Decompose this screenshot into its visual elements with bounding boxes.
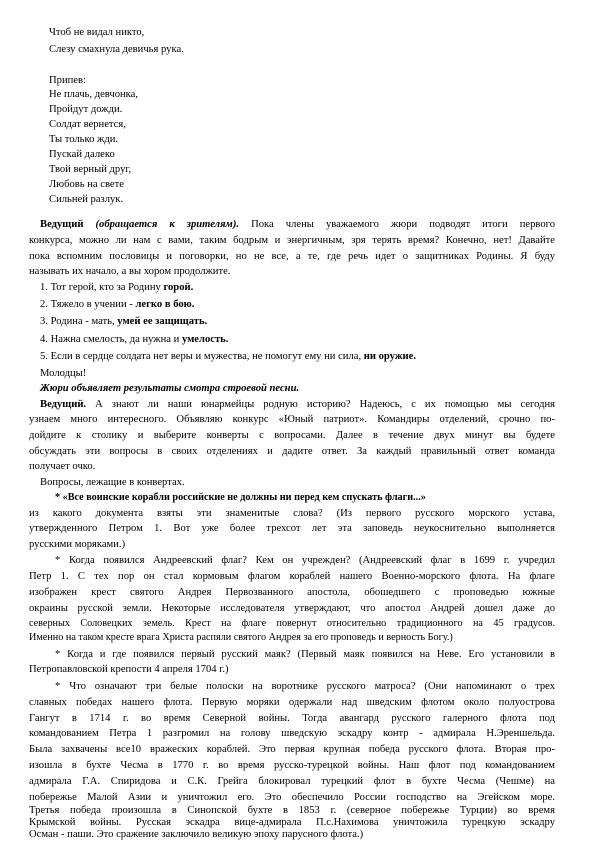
question-text: изображен крест святого Андрея Первозванного апостола, обошедшего с проповедью южные bbox=[29, 587, 555, 598]
proverb-end: легко в бою. bbox=[135, 299, 195, 310]
host-paragraph-line bbox=[40, 399, 555, 411]
refrain-line: Сильней разлук. bbox=[49, 194, 124, 205]
question-text: Именно на таком кресте врага Христа распяли святого Андрея за его проповедь и верность Богу.) bbox=[29, 632, 453, 643]
host-paragraph-line: пока вспомним пословицы и поговорки, но не все, а те, где речь идет о защитниках Родины. Я буду bbox=[29, 251, 555, 262]
question-text: Была захвачены все10 вражеских кораблей. Это первая крупная победа русского флота. Вторая про- bbox=[29, 744, 555, 755]
host-paragraph-line: узнаем много интересного. Объявляю конкурс «Юный патриот». Командиры отделений, срочно по- bbox=[29, 414, 555, 425]
refrain-line: Любовь на свете bbox=[49, 179, 124, 190]
question-text: утвержденного Петром 1. Вот уже более трехсот лет эта заповедь неукоснительно выполняется bbox=[29, 523, 555, 534]
proverb-start: 2. Тяжело в учении - bbox=[40, 299, 136, 310]
refrain-title: Припев: bbox=[49, 75, 86, 86]
proverb-item bbox=[40, 299, 194, 311]
proverb-end: умелость. bbox=[181, 334, 229, 345]
question-text: Петропавловской крепости 4 апреля 1704 г.) bbox=[29, 664, 229, 675]
question-text: окраины русской земли. Некоторые исследователя утверждают, что апостол Андрей дошел даже до bbox=[29, 603, 555, 614]
question-text: изошла в бухте Чесма в 1770 г. во время русско-турецкой войны. Наш флот под командованием bbox=[29, 760, 555, 771]
question-text: * Что означают три белые полоски на воротнике русского матроса? (Они напоминают о трех bbox=[55, 681, 555, 692]
stage-direction: (обращается к зрителям). bbox=[95, 219, 239, 230]
question-text: Крымской войны. Русская эскадра вице-адмирала П.с.Нахимова уничтожила турецкую эскадру bbox=[29, 817, 555, 828]
question-text: Осман - паши. Это сражение заключило великую эпоху парусного флота.) bbox=[29, 829, 364, 840]
refrain-line: Твой верный друг, bbox=[49, 164, 132, 175]
host-text: А знают ли наши юнармейцы родную историю? Надеюсь, с их помощью мы сегодня bbox=[86, 399, 555, 410]
proverb-start: 4. Нажна смелость, да нужна и bbox=[40, 334, 182, 345]
host-paragraph-line bbox=[40, 219, 555, 231]
host-paragraph-line: обсуждать эти вопросы в своих отделениях и дадите ответ. За каждый правильный ответ команда bbox=[29, 446, 555, 457]
proverb-end: горой. bbox=[163, 282, 194, 293]
question-text: командованием Петра 1 разгромил на голову шведскую эскадру контр - адмирала Н.Эреншельда. bbox=[29, 728, 555, 739]
refrain-line: Солдат вернется, bbox=[49, 119, 126, 130]
proverb-end: ни оружие. bbox=[363, 351, 416, 362]
host-paragraph-line: дойдите к столику и выберите конверты с вопросами. Далее в течение двух минут вы будете bbox=[29, 430, 555, 441]
speaker-label: Ведущий bbox=[40, 219, 84, 230]
host-paragraph-line: получает очко. bbox=[29, 461, 96, 472]
question-text: русскими моряками.) bbox=[29, 539, 126, 550]
proverb-item bbox=[40, 316, 207, 328]
host-paragraph-line: называть их начало, а вы хором продолжите. bbox=[29, 266, 231, 277]
refrain-line: Не плачь, девчонка, bbox=[49, 89, 139, 100]
question-text: побережье Малой Азии и уничтожил его. Это обеспечило России господство на Эгейском море. bbox=[29, 792, 555, 803]
proverb-item bbox=[40, 351, 416, 363]
song-line: Слезу смахнула девичья рука. bbox=[49, 44, 184, 55]
question-text: Гангут в 1714 г. во время Северной войны. Тогда авангард русского галерного флота под bbox=[29, 713, 555, 724]
song-line: Чтоб не видал никто, bbox=[49, 27, 145, 38]
question-text: Третья победа произошла в Синопской бухте в 1853 г. (северное побережье Турции) во время bbox=[29, 805, 555, 816]
question-text: славных победах нашего флота. Первую моряки одержали над шведским флотом около полуострова bbox=[29, 697, 555, 708]
proverb-start: 3. Родина - мать, bbox=[40, 316, 118, 327]
proverb-end: умей ее защищать. bbox=[117, 316, 208, 327]
host-paragraph-line: конкурса, можно ли нам с вами, таким бодрым и энергичным, зря терять время? Конечно, нет! Давайте bbox=[29, 235, 555, 246]
speaker-label: Ведущий. bbox=[40, 399, 87, 410]
jury-announcement: Жюри объявляет результаты смотра строевой песни. bbox=[40, 383, 300, 394]
refrain-line: Пускай далеко bbox=[49, 149, 115, 160]
question-text: северных Соловецких земель. Крест на флаге повернут относительно традиционного на 45 градусов. bbox=[29, 618, 555, 629]
question-text: из какого документа взяты эти знаменитые слова? (Из первого русского морского устава, bbox=[29, 508, 555, 519]
proverb-item bbox=[40, 334, 228, 346]
refrain-line: Ты только жди. bbox=[49, 134, 119, 145]
refrain-line: Пройдут дожди. bbox=[49, 104, 123, 115]
questions-title: Вопросы, лежащие в конвертах. bbox=[40, 477, 185, 488]
proverb-item bbox=[40, 282, 193, 294]
question-text: * «Все воинские корабли российские не должны ни перед кем спускать флаги...» bbox=[55, 492, 426, 503]
well-done-line: Молодцы! bbox=[40, 368, 87, 379]
proverb-start: 1. Тот герой, кто за Родину bbox=[40, 282, 164, 293]
question-text: адмирала Г.А. Спиридова и С.К. Грейга блокировал турецкий флот в бухте Чесма (Чешме) на bbox=[29, 776, 555, 787]
question-text: Петр 1. С тех пор он стал кормовым флагом кораблей нашего Военно-морского флота. На флаге bbox=[29, 571, 555, 582]
host-text: Пока члены уважаемого жюри подводят итоги первого bbox=[251, 219, 555, 230]
question-text: * Когда появился Андреевский флаг? Кем он учрежден? (Андреевский флаг в 1699 г. учредил bbox=[55, 555, 555, 566]
question-text: * Когда и где появился первый русский маяк? (Первый маяк появился на Неве. Его установили в bbox=[55, 649, 555, 660]
proverb-start: 5. Если в сердце солдата нет веры и мужества, не помогут ему ни сила, bbox=[40, 351, 364, 362]
